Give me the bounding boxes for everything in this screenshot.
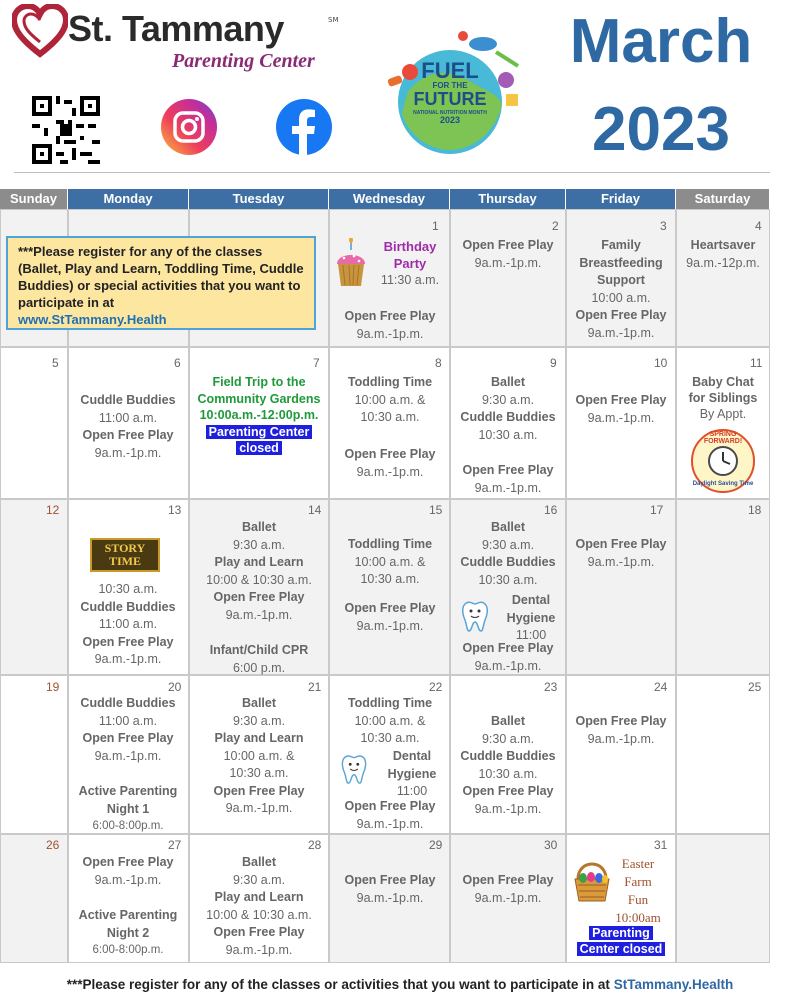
event-title: Cuddle Buddies	[460, 749, 556, 763]
day-cell	[676, 834, 770, 963]
event-title: Open Free Play	[575, 714, 667, 728]
day-number-5: 5	[52, 356, 59, 370]
day-number-9: 9	[550, 356, 557, 370]
event-title-line2: Hygiene	[387, 766, 437, 781]
event-time: 6:00-8:00p.m.	[92, 944, 164, 956]
event-time: 10:00 a.m. &	[223, 748, 295, 763]
fuel-for-the-future-logo	[378, 22, 528, 170]
day-number-25: 25	[748, 680, 762, 694]
event-time: 9a.m.-1p.m.	[474, 658, 542, 673]
event-time: 9a.m.-1p.m.	[474, 255, 542, 270]
day-number-20: 20	[168, 680, 182, 694]
heart-logo-icon	[12, 4, 68, 58]
event-title: Play and Learn	[214, 731, 304, 745]
event-birthday-party-title: Birthday Party	[383, 239, 437, 271]
event-time: 11:00	[515, 628, 547, 642]
day-cell	[566, 675, 676, 834]
day-number-18: 18	[748, 503, 762, 517]
event-time: 6:00-8:00p.m.	[92, 820, 164, 832]
event-title: Cuddle Buddies	[460, 555, 556, 569]
event-time: 9a.m.-1p.m.	[225, 607, 293, 622]
event-time: 6:00 p.m.	[232, 660, 286, 675]
event-time: 9a.m.-1p.m.	[356, 464, 424, 479]
event-title: Heartsaver	[690, 238, 756, 252]
day-number-12: 12	[46, 503, 60, 517]
weekday-wednesday: Wednesday	[329, 189, 450, 209]
day-number-10: 10	[654, 356, 668, 370]
day-number-19: 19	[46, 680, 60, 694]
closed-notice-line2: Center closed	[577, 942, 666, 956]
weekday-friday: Friday	[566, 189, 676, 209]
event-time-line2: 10:30 a.m.	[229, 766, 289, 780]
event-time: 9:30 a.m.	[232, 872, 286, 887]
event-title: Open Free Play	[575, 393, 667, 407]
event-title-line2: Hygiene	[506, 610, 556, 625]
day-number-4: 4	[755, 219, 762, 233]
event-title: Ballet	[490, 714, 526, 728]
event-time: 10:00 a.m. &	[354, 713, 426, 728]
event-title: Open Free Play	[462, 784, 554, 798]
event-title: Active Parenting	[78, 784, 178, 798]
event-title: Active Parenting	[78, 908, 178, 922]
day-number-17: 17	[650, 503, 664, 517]
event-time: 9a.m.-1p.m.	[474, 480, 542, 495]
event-title: Ballet	[241, 520, 277, 534]
event-time: 9a.m.-1p.m.	[587, 325, 655, 340]
event-title-line2: Night 1	[106, 801, 150, 816]
event-title-line3: Support	[597, 273, 645, 287]
fuel-logo-line4: NATIONAL NUTRITION MONTH	[413, 110, 487, 116]
easter-basket-icon	[572, 855, 612, 905]
day-number-13: 13	[168, 503, 182, 517]
weekday-saturday: Saturday	[676, 189, 770, 209]
event-time: 9a.m.-1p.m.	[225, 801, 293, 815]
event-title: Baby Chat	[692, 375, 754, 389]
weekday-thursday: Thursday	[450, 189, 566, 209]
footer-notice	[0, 977, 800, 992]
day-number-22: 22	[429, 680, 443, 694]
event-time: 10:00 a.m. &	[354, 392, 426, 407]
registration-notice	[6, 236, 316, 330]
event-time: 9a.m.-1p.m.	[587, 731, 655, 746]
event-time: 9:30 a.m.	[481, 537, 535, 552]
event-title: Ballet	[490, 520, 526, 534]
event-title: Toddling Time	[347, 696, 433, 710]
day-number-8: 8	[435, 356, 442, 370]
event-title: Open Free Play	[344, 799, 436, 813]
event-title: Cuddle Buddies	[80, 599, 176, 614]
event-birthday-party-time: 11:30 a.m.	[380, 273, 440, 287]
day-number-30: 30	[544, 838, 558, 852]
event-time-line2: 10:30 a.m.	[360, 410, 420, 424]
notice-link[interactable]: www.StTammany.Health	[18, 312, 167, 327]
event-time: 9a.m.-1p.m.	[356, 816, 424, 831]
story-time-badge	[90, 538, 160, 572]
event-title: Open Free Play	[82, 855, 174, 869]
event-time: 9:30 a.m.	[232, 713, 286, 728]
event-easter-title-line3: Fun	[627, 892, 649, 907]
event-easter-title-line2: Farm	[624, 874, 652, 889]
event-easter-time: 10:00am	[615, 910, 661, 925]
fuel-logo-line5: 2023	[439, 115, 461, 125]
event-title: Open Free Play	[82, 634, 174, 649]
day-cell	[0, 499, 68, 675]
event-title: Ballet	[241, 855, 277, 869]
event-time: 9:30 a.m.	[232, 537, 286, 552]
event-title: Open Free Play	[462, 873, 554, 887]
day-number-21: 21	[308, 680, 322, 694]
fuel-logo-line2: FOR THE	[432, 81, 468, 90]
footer-text: ***Please register for any of the classes or activities that you want to participate in at	[66, 977, 610, 992]
event-time: 10:00 a.m.	[591, 290, 651, 305]
brand-subtitle: Parenting Center	[172, 50, 315, 72]
event-title: Open Free Play	[213, 590, 305, 604]
event-time: 10:00 & 10:30 a.m.	[206, 907, 312, 922]
day-cell	[0, 675, 68, 834]
event-title: Open Free Play	[575, 537, 667, 551]
event-time: 11:00 a.m.	[98, 617, 158, 631]
day-cell	[450, 209, 566, 347]
closed-notice: Parenting Center	[206, 425, 313, 439]
event-time: 9a.m.-1p.m.	[587, 554, 655, 569]
event-title: Dental	[392, 749, 432, 763]
day-number-29: 29	[429, 838, 443, 852]
month-title: March	[569, 7, 753, 76]
event-field-trip-title: Field Trip to the	[212, 375, 306, 389]
event-title: Infant/Child CPR	[209, 643, 309, 657]
event-time: 9:30 a.m.	[481, 731, 535, 746]
year-title: 2023	[592, 95, 730, 164]
day-number-23: 23	[544, 680, 558, 694]
brand-name: St. Tammany	[68, 8, 284, 49]
event-title: Open Free Play	[462, 238, 554, 252]
event-title: Open Free Play	[575, 308, 667, 322]
weekday-sunday: Sunday	[0, 189, 68, 209]
day-cell	[676, 499, 770, 675]
day-cell	[676, 675, 770, 834]
event-title: Cuddle Buddies	[460, 410, 556, 424]
facebook-icon[interactable]	[275, 98, 333, 156]
tooth-icon	[337, 752, 371, 786]
event-time: 9a.m.-1p.m.	[94, 445, 162, 460]
day-number-24: 24	[654, 680, 668, 694]
day-number-16: 16	[544, 503, 558, 517]
service-mark: SM	[328, 16, 339, 24]
spring-forward-badge	[690, 428, 756, 494]
day-number-28: 28	[308, 838, 322, 852]
event-time: 9a.m.-1p.m.	[94, 748, 162, 763]
qr-code-icon[interactable]	[32, 96, 100, 164]
event-title: Open Free Play	[344, 447, 436, 461]
event-time: 9a.m.-1p.m.	[356, 618, 424, 633]
event-time: 11:00 a.m.	[98, 713, 158, 728]
event-title: Toddling Time	[347, 375, 433, 389]
header-divider	[14, 172, 770, 173]
event-title: Dental	[511, 593, 551, 607]
day-cell	[0, 834, 68, 963]
event-easter-title: Easter	[621, 856, 655, 871]
event-time: 10:30 a.m.	[98, 582, 158, 596]
day-number-1: 1	[432, 219, 439, 233]
day-number-6: 6	[174, 356, 181, 370]
event-time: 9a.m.-12p.m.	[686, 255, 760, 270]
event-title: Open Free Play	[344, 873, 436, 887]
event-title: Open Free Play	[344, 601, 436, 615]
footer-link[interactable]: StTammany.Health	[613, 977, 734, 992]
day-number-2: 2	[552, 219, 559, 233]
event-time: By Appt.	[699, 407, 747, 421]
day-number-14: 14	[308, 503, 322, 517]
event-time: 9a.m.-1p.m.	[94, 652, 162, 666]
event-title: Play and Learn	[214, 555, 304, 569]
event-time: 9a.m.-1p.m.	[225, 942, 293, 957]
badge-text-2: Daylight Saving Time	[692, 481, 754, 487]
event-title: Cuddle Buddies	[80, 393, 176, 407]
event-title: Open Free Play	[82, 731, 174, 745]
day-number-7: 7	[313, 356, 320, 370]
day-number-15: 15	[429, 503, 443, 517]
event-title: Play and Learn	[214, 890, 304, 904]
event-title-line2: for Siblings	[688, 391, 758, 405]
event-title: Open Free Play	[82, 428, 174, 442]
event-title: Open Free Play	[213, 925, 305, 939]
fuel-logo-line1: FUEL	[421, 58, 479, 83]
event-title: Open Free Play	[344, 309, 436, 323]
event-title: Open Free Play	[213, 783, 305, 798]
event-title-line2: Night 2	[106, 925, 150, 940]
event-title: Open Free Play	[462, 463, 554, 477]
event-title: Toddling Time	[347, 537, 433, 551]
event-time: 9a.m.-1p.m.	[356, 890, 424, 905]
event-time: 11:00	[396, 784, 428, 798]
event-field-trip-title-line2: Community Gardens	[197, 391, 321, 406]
event-time-line2: 10:30 a.m.	[360, 572, 420, 586]
badge-text-1: SPRING FORWARD!	[703, 431, 743, 445]
day-number-27: 27	[168, 838, 182, 852]
event-time: 9:30 a.m.	[481, 392, 535, 407]
event-title-line2: Breastfeeding	[579, 255, 663, 270]
event-time: 10:30 a.m.	[478, 572, 538, 587]
event-time: 10:30 a.m.	[478, 427, 538, 442]
event-time-line2: 10:30 a.m.	[360, 731, 420, 745]
day-cell	[566, 499, 676, 675]
event-time: 10:00 & 10:30 a.m.	[206, 572, 312, 587]
event-time: 9a.m.-1p.m.	[587, 410, 655, 425]
tooth-icon	[457, 598, 493, 634]
event-time: 9a.m.-1p.m.	[474, 890, 542, 905]
event-title: Ballet	[490, 375, 526, 389]
event-time: 10:30 a.m.	[478, 766, 538, 781]
instagram-icon[interactable]	[160, 98, 218, 156]
notice-text: ***Please register for any of the classes (Ballet, Play and Learn, Toddling Time, Cuddle Buddies) or special activities that you want to participate in at	[18, 244, 304, 310]
event-title: Open Free Play	[462, 641, 554, 655]
closed-notice-line2: closed	[236, 441, 282, 455]
day-number-11: 11	[750, 356, 763, 370]
fuel-logo-line3: FUTURE	[413, 89, 487, 109]
weekday-tuesday: Tuesday	[189, 189, 329, 209]
event-time: 11:00 a.m.	[98, 410, 158, 425]
closed-notice: Parenting	[589, 926, 653, 940]
event-title: Ballet	[241, 696, 277, 710]
birthday-cupcake-icon	[334, 238, 368, 290]
event-time: 10:00 a.m. &	[354, 554, 426, 569]
event-time: 9a.m.-1p.m.	[474, 801, 542, 816]
day-number-26: 26	[46, 838, 60, 852]
story-time-text: STORY TIME	[104, 541, 146, 568]
day-number-31: 31	[654, 838, 668, 852]
event-title: Family	[601, 238, 641, 252]
event-field-trip-time: 10:00a.m.-12:00p.m.	[199, 408, 319, 422]
day-number-3: 3	[660, 219, 667, 233]
weekday-monday: Monday	[68, 189, 189, 209]
event-time: 9a.m.-1p.m.	[356, 326, 424, 341]
event-time: 9a.m.-1p.m.	[94, 872, 162, 887]
event-title: Cuddle Buddies	[80, 696, 176, 710]
